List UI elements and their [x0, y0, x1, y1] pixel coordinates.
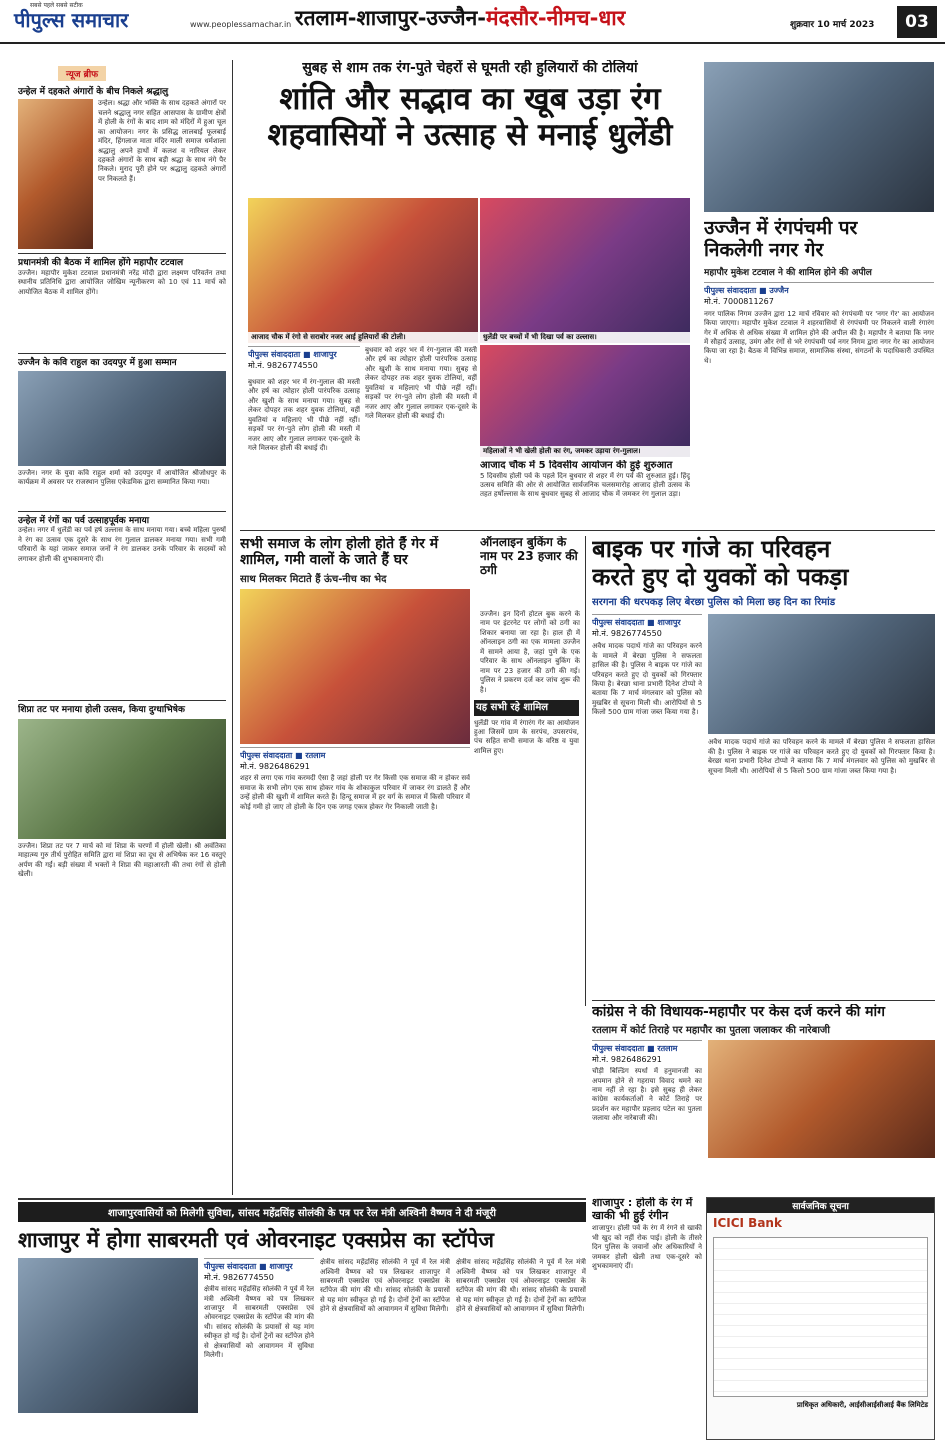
ad-bank-logo: ICICI Bank [713, 1216, 782, 1230]
ganja-mobile: मो.नं. 9826774550 [592, 629, 662, 639]
lead-byline: पीपुल्स संवाददाता ■ शाजापुर [248, 346, 360, 360]
lead-photo-2 [480, 198, 690, 343]
brief-photo-poet-honour [18, 371, 226, 466]
news-brief-column [18, 62, 226, 1195]
ganja-byline: पीपुल्स संवाददाता ■ शाजापुर [592, 614, 702, 628]
lead-photo-2-caption: धुलेंडी पर बच्चों में भी दिखा पर्व का उल्लास। [480, 332, 690, 343]
ad-footer: प्राधिकृत अधिकारी, आईसीआईसीआई बैंक लिमिटेड [796, 1401, 928, 1409]
city-band [295, 4, 625, 32]
police-holi-story [592, 1197, 702, 1442]
police-holi-body: शाजापुर। होली पर्व के रंग में रंगने से खाकी भी खुद को नहीं रोक पाई। होली के तीसरे दिन पुलिस के जवानों और अधिकारियों ने जमकर होली खेली तथा एक-दूसरे को शुभकामनाएं दीं। [592, 1224, 702, 1271]
train-body-col-3: क्षेत्रीय सांसद महेंद्रसिंह सोलंकी ने पूर्व में रेल मंत्री अश्विनी वैष्णव को पत्र लिखकर शाजापुर में साबरमती एक्सप्रेस एवं ओवरनाइट एक्सप्रेस के स्टॉपेज की मांग की थी। सांसद सोलंकी के प्रयासों से यह मांग स्वीकृत हो गई है। दोनों ट्रेनों का स्टॉपेज होने से क्षेत्रवासियों को आवागमन में सुविधा मिलेगी। [456, 1258, 586, 1314]
lead-kicker: सुबह से शाम तक रंग-पुते चेहरों से घूमती रही हुलियारों की टोलियां [302, 60, 638, 76]
ganja-accused-photo [708, 614, 935, 734]
congress-headline: कांग्रेस ने की विधायक-महापौर पर केस दर्ज करने की मांग [592, 1004, 886, 1020]
lead-body-col-2: बुधवार को शहर भर में रंग-गुलाल की मस्ती और हर्ष का त्योहार होली पारंपरिक उत्साह और खुशी के साथ मनाया गया। सुबह से लेकर दोपहर तक शहर युवक टोलियां, वहीं युवतियां व महिलाएं भी पीछे नहीं रहीं। सड़कों पर रंग-पुते लोग होली की मस्ती में नजर आए और गुलाल लगाकर एक-दूसरे के गले मिलकर होली की बधाई दी। [365, 346, 477, 421]
lead-mobile: मो.नं. 9826774550 [248, 361, 318, 370]
brief-text-4: उन्हेल। नगर में धुलेंडी का पर्व हर्ष उल्लास के साथ मनाया गया। बच्चे महिला पुरुषों ने रंग का उत्सव एक दूसरे के साथ रंग गुलाल डालकर मनाया गया। सभी गमी परिवारों के यहां जाकर समाज जनों ने रंग डालकर उनके परिवार के सदस्यों को लगाकर होली की शुभकामनाएं दीं। [18, 526, 226, 563]
gair-side-box [474, 700, 579, 1000]
brief-text-2: उज्जैन। महापौर मुकेश टटवाल प्रधानमंत्री नरेंद्र मोदी द्वारा लक्ष्मण परिवर्तन तथा स्थानीय प्रतिनिधि द्वारा आयोजित जोखिम न्यूनीकरण को 10 एवं 11 मार्च को आयोजित बैठक में शामिल होंगे। [18, 268, 226, 296]
train-mp-photo [18, 1258, 198, 1413]
lead-photo-3 [480, 345, 690, 457]
ganja-subhead: सरगना की धरपकड़ लिए बेरछा पुलिस को मिला छह दिन का रिमांड [592, 597, 836, 609]
brief-headline-1: उन्हेल में दहकते अंगारों के बीच निकले श्रद्धालु [18, 87, 169, 97]
gair-byline: पीपुल्स संवाददाता ■ रतलाम [240, 747, 470, 761]
azad-chowk-text: 5 दिवसीय होली पर्व के पहले दिन बुधवार से शहर में रंग पर्व की शुरुआत हुई। हिंदू उत्सव समिति की ओर से आयोजित सार्वजनिक चलसमारोह आजाद होली उत्सव के तहत हर्षोल्लास के साथ बुधवार सुबह से आजाद चौक में जमकर रंग गुलाल उड़ा। [480, 471, 690, 499]
brief-headline-5: शिप्रा तट पर मनाया होली उत्सव, किया दुग्धाभिषेक [18, 705, 185, 716]
online-fraud-headline: ऑनलाइन बुकिंग के नाम पर 23 हजार की ठगी [480, 536, 578, 577]
public-notice-ad [706, 1197, 935, 1440]
lead-headline-2: शहवासियों ने उत्साह से मनाई धुलेंडी [267, 116, 673, 153]
congress-byline: पीपुल्स संवाददाता ■ रतलाम [592, 1040, 702, 1054]
train-headline: शाजापुर में होगा साबरमती एवं ओवरनाइट एक्सप्रेस का स्टॉपेज [18, 1228, 494, 1252]
ujjain-meeting-photo [704, 62, 934, 212]
ujjain-mobile: मो.नं. 7000811267 [704, 296, 774, 306]
congress-story [592, 1004, 935, 1194]
brief-text-1: उन्हेल। श्रद्धा और भक्ति के साथ दहकते अंगारों पर चलने श्रद्धालु नगर सहित आसपास के ग्रामीण क्षेत्रों में होली के रंगों के बाद शाम को मंदिरों में हुआ चूल का आयोजन। नगर के प्रसिद्ध लालबाई फूलबाई मंदिर, हिंगलाज माता मंदिर माली समाज धर्मशाला श्रद्धालु अपने हाथों में कलश व नारियल लेकर दहकते अंगारों के साथ बड़ी श्रद्धा के साथ नंगे पैर निकले। मुराद पूरी होने पर श्रद्धालु दहकते अंगारों पर निकलते हैं। [98, 99, 226, 183]
lead-photo-1 [248, 198, 478, 343]
lead-headline-1: शांति और सद्भाव का खूब उड़ा रंग [279, 81, 661, 118]
train-body-col-2: क्षेत्रीय सांसद महेंद्रसिंह सोलंकी ने पूर्व में रेल मंत्री अश्विनी वैष्णव को पत्र लिखकर शाजापुर में साबरमती एक्सप्रेस एवं ओवरनाइट एक्सप्रेस के स्टॉपेज की मांग की थी। सांसद सोलंकी के प्रयासों से यह मांग स्वीकृत हो गई है। दोनों ट्रेनों का स्टॉपेज होने से क्षेत्रवासियों को आवागमन में सुविधा मिलेगी। [320, 1258, 450, 1314]
lead-body-col-1: बुधवार को शहर भर में रंग-गुलाल की मस्ती और हर्ष का त्योहार होली पारंपरिक उत्साह और खुशी के साथ मनाया गया। सुबह से लेकर दोपहर तक शहर युवक टोलियां, वहीं युवतियां व महिलाएं भी पीछे नहीं रहीं। सड़कों पर रंग-पुते लोग होली की मस्ती में नजर आए और गुलाल लगाकर एक-दूसरे के गले मिलकर होली की बधाई दी। [248, 378, 360, 453]
ad-notice-table [713, 1237, 928, 1397]
gair-side-headline: यह सभी रहे शामिल [474, 700, 579, 716]
gair-subhead: साथ मिलकर मिटाते हैं ऊंच-नीच का भेद [240, 574, 387, 586]
congress-effigy-photo [708, 1040, 935, 1158]
gair-side-text: धुलेंडी पर गांव में रंगारंग गेर का आयोजन हुआ जिसमें ग्राम के सरपंच, उपसरपंच, पंच सहित सभी समाज के वरिष्ठ व युवा शामिल हुए। [474, 718, 579, 755]
gair-photo [240, 589, 470, 744]
page-number: 03 [897, 6, 937, 38]
site-url[interactable]: www.peoplessamachar.in [190, 20, 292, 29]
brief-headline-2: प्रधानमंत्री की बैठक में शामिल होंगे महापौर टटवाल [18, 258, 184, 269]
ujjain-ger-story [704, 62, 934, 527]
logo-tagline: सबसे पहले सबसे सटीक [30, 2, 83, 9]
brief-text-5: उज्जैन। शिप्रा तट पर 7 मार्च को मां शिप्रा के चरणों में होली खेली। श्री अवंतिका माहात्म्य गुरु तीर्थ पुरोहित समिति द्वारा मां शिप्रा का दूध से अभिषेक कर 16 वस्तुएं अर्पण की गईं। बड़ी संख्या में भक्तों ने शिप्रा की महाआरती की तथा रंगों से होली खेली। [18, 841, 226, 879]
congress-subhead: रतलाम में कोर्ट तिराहे पर महापौर का पुतला जलाकर की नारेबाजी [592, 1025, 830, 1037]
brief-photo-shipra-river [18, 719, 226, 839]
city-band-red: मंदसौर-नीमच-धार [485, 6, 626, 30]
brief-photo-fire-walk [18, 99, 93, 249]
congress-mobile: मो.नं. 9826486291 [592, 1055, 662, 1065]
gair-headline: सभी समाज के लोग होली होते हैं गेर में शामिल, गमी वालों के जाते हैं घर [240, 536, 439, 569]
ujjain-byline: पीपुल्स संवाददाता ■ उज्जैन [704, 282, 934, 296]
police-holi-headline: शाजापुर : होली के रंग में खाकी भी हुई रंगीन [592, 1197, 693, 1222]
ad-title: सार्वजनिक सूचना [707, 1198, 934, 1213]
ganja-headline-2: करते हुए दो युवकों को पकड़ा [592, 562, 849, 591]
city-band-black: रतलाम-शाजापुर-उज्जैन- [295, 6, 486, 30]
issue-date: शुक्रवार 10 मार्च 2023 [790, 20, 875, 30]
train-mobile: मो.नं. 9826774550 [204, 1273, 274, 1283]
brief-text-3: उज्जैन। नगर के युवा कवि राहुल शर्मा को उदयपुर में आयोजित श्रीजोधपुर के कार्यक्रम में अवसर पर राजस्थान पुलिस एकेडमिक द्वारा सम्मानित किया गया। [18, 469, 226, 487]
brief-headline-3: उज्जैन के कवि राहुल का उदयपुर में हुआ सम्मान [18, 357, 177, 368]
train-kicker: शाजापुरवासियों को मिलेगी सुविधा, सांसद महेंद्रसिंह सोलंकी के पत्र पर रेल मंत्री अश्विनी वैष्णव ने दी मंजूरी [18, 1202, 586, 1222]
brief-headline-4: उन्हेल में रंगों का पर्व उत्साहपूर्वक मनाया [18, 516, 150, 527]
azad-chowk-headline: आजाद चौक में 5 दिवसीय आयोजन की हुई शुरुआत [480, 460, 673, 471]
gair-body: शहर से लगा एक गांव करमदी ऐसा है जहां होली पर गेर किसी एक समाज की न होकर सर्व समाज के सभी लोग एक साथ होकर गांव के शोकाकुल परिवार में जाकर रंग डालते हैं और उन्हें होली की खुशी में शामिल करते हैं। हिन्दू समाज में हर वर्ग के समाज में किसी परिवार में कोई गमी हो जाए तो होली के दिन एक जगह एकत्र होकर गेर निकाली जाती है। [240, 774, 470, 811]
congress-body: चौड़ी बिल्डिंग स्पर्धा में हनुमानजी का अपमान होने से गहराया विवाद थमने का नाम नहीं ले रहा है। इसे सुबह ही लेकर कांग्रेस कार्यकर्ताओं ने कोर्ट तिराहे पर प्रदर्शन कर महापौर प्रहलाद पटेल का पुतला जलाया और नारेबाजी की। [592, 1067, 702, 1123]
lead-photo-1-caption: आजाद चौक में रंगो से सराबोर नजर आई हुलियारों की टोली। [248, 332, 478, 343]
ujjain-body: नगर पालिक निगम उज्जैन द्वारा 12 मार्च रविवार को रंगपंचमी पर 'नगर गेर' का आयोजन किया जाएगा। महापौर मुकेश टटवाल ने शहरवासियों से रंगपंचमी पर निकलने वाली रंगारंग गेर में अधिक से अधिक संख्या में शामिल होने की अपील की है। महापौर ने बताया कि नगर में सौहार्द उत्साह, उमंग और रंगों से भरे रंगपंचमी पर्व नगर निगम द्वारा नगर गेर का आयोजन किया जा रहा है। बैठक में विभिन्न समाज, सामाजिक संस्था, संगठनों के पदाधिकारी उपस्थित थे। [704, 309, 934, 365]
ganja-headline-1: बाइक पर गांजे का परिवहन [592, 536, 831, 563]
ganja-story [592, 536, 935, 996]
news-brief-label: न्यूज ब्रीफ [58, 66, 106, 81]
masthead [0, 0, 945, 44]
azad-chowk-box [480, 460, 690, 526]
gair-mobile: मो.नं. 9826486291 [240, 762, 310, 772]
ganja-body-col-2: अवैध मादक पदार्थ गांजे का परिवहन करने के मामले में बेरछा पुलिस ने सफलता हासिल की है। पुलिस ने बाइक पर गांजे का परिवहन करते हुए दो युवकों को गिरफ्तार किया है। बेरछा थाना प्रभारी दिनेश टोप्पो ने बताया कि 7 मार्च मंगलवार को पुलिस को मुखबिर से सूचना मिली थी। आरोपियों से 5 किलो 500 ग्राम गांजा जब्त किया गया है। [708, 738, 935, 775]
ganja-body-col-1: अवैध मादक पदार्थ गांजे का परिवहन करने के मामले में बेरछा पुलिस ने सफलता हासिल की है। पुलिस ने बाइक पर गांजे का परिवहन करते हुए दो युवकों को गिरफ्तार किया है। बेरछा थाना प्रभारी दिनेश टोप्पो ने बताया कि 7 मार्च मंगलवार को पुलिस को मुखबिर से सूचना मिली थी। आरोपियों से 5 किलो 500 ग्राम गांजा जब्त किया गया है। [592, 642, 702, 717]
gair-story [240, 536, 470, 1006]
ujjain-headline-2: निकलेगी नगर गेर [704, 238, 824, 261]
online-fraud-body: उज्जैन। इन दिनों होटल बुक करने के नाम पर इंटरनेट पर लोगों को ठगी का शिकार बनाया जा रहा है। हाल ही में ऑनलाइन ठगी का एक मामला उज्जैन में सामने आया है, जहां पुणे के एक परिवार के साथ ऑनलाइन बुकिंग के नाम पर 23 हजार की ठगी की गई। पुलिस ने प्रकरण दर्ज कर जांच शुरू की है। [480, 610, 580, 694]
ujjain-headline-1: उज्जैन में रंगपंचमी पर [704, 217, 858, 239]
lead-byline-block [248, 346, 360, 376]
train-byline: पीपुल्स संवाददाता ■ शाजापुर [204, 1258, 314, 1272]
lead-photo-3-caption: महिलाओं ने भी खेली होली का रंग, जमकर उड़ाया रंग-गुलाल। [480, 446, 690, 457]
newspaper-logo[interactable]: पीपुल्स समाचार [14, 8, 129, 32]
train-body-col-1: क्षेत्रीय सांसद महेंद्रसिंह सोलंकी ने पूर्व में रेल मंत्री अश्विनी वैष्णव को पत्र लिखकर शाजापुर में साबरमती एक्सप्रेस एवं ओवरनाइट एक्सप्रेस के स्टॉपेज की मांग की थी। सांसद सोलंकी के प्रयासों से यह मांग स्वीकृत हो गई है। दोनों ट्रेनों का स्टॉपेज होने से क्षेत्रवासियों को आवागमन में सुविधा मिलेगी। [204, 1285, 314, 1360]
ujjain-subhead: महापौर मुकेश टटवाल ने की शामिल होने की अपील [704, 267, 872, 278]
train-story [18, 1202, 586, 1442]
